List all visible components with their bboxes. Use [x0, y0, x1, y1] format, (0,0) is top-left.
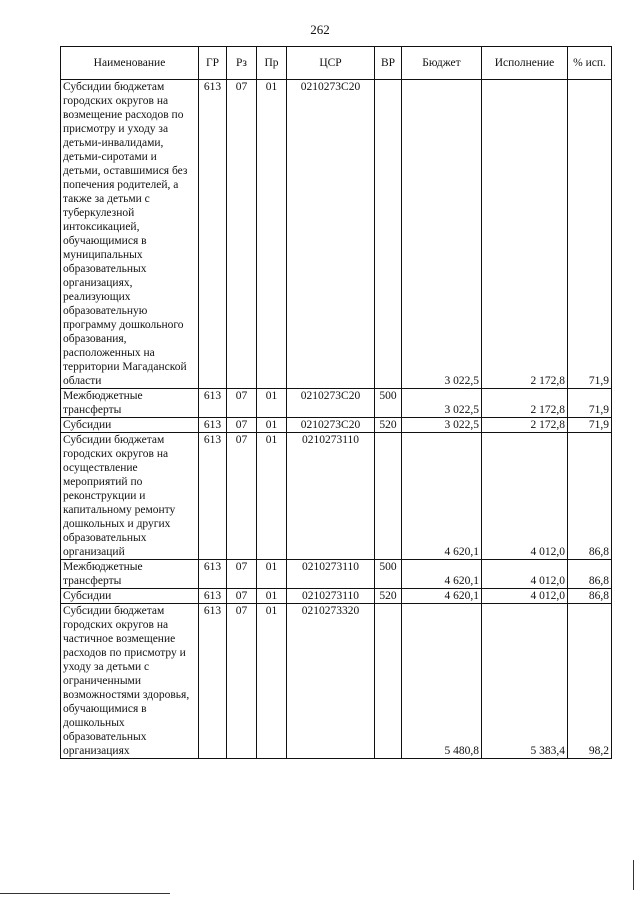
row-csr: 0210273С20 [287, 80, 375, 389]
row-budget: 3 022,5 [402, 389, 482, 418]
row-budget: 3 022,5 [402, 418, 482, 433]
row-rz: 07 [227, 560, 257, 589]
row-execution: 4 012,0 [482, 433, 568, 560]
row-percent: 71,9 [568, 389, 612, 418]
row-name: Субсидии бюджетам городских округов на частичное возмещение расходов по присмотру и уходу за детьми с ограниченными возможностями здоровья, обучающимися в дошкольных образовательных организациях [61, 604, 199, 759]
row-gr: 613 [199, 589, 227, 604]
row-csr: 0210273320 [287, 604, 375, 759]
header-csr: ЦСР [287, 47, 375, 80]
page-number: 262 [310, 22, 330, 37]
row-name: Субсидии [61, 418, 199, 433]
footer-divider [0, 893, 170, 894]
row-execution: 2 172,8 [482, 389, 568, 418]
header-percent: % исп. [568, 47, 612, 80]
row-pr: 01 [257, 389, 287, 418]
row-execution: 4 012,0 [482, 589, 568, 604]
row-csr: 0210273110 [287, 589, 375, 604]
header-execution: Исполнение [482, 47, 568, 80]
table-row [61, 433, 612, 560]
row-csr: 0210273С20 [287, 389, 375, 418]
row-execution: 4 012,0 [482, 560, 568, 589]
row-vr [375, 80, 402, 389]
row-execution: 5 383,4 [482, 604, 568, 759]
row-budget: 4 620,1 [402, 589, 482, 604]
row-percent: 71,9 [568, 80, 612, 389]
header-name: Наименование [61, 47, 199, 80]
table-row [61, 604, 612, 759]
row-rz: 07 [227, 80, 257, 389]
row-pr: 01 [257, 80, 287, 389]
row-budget: 3 022,5 [402, 80, 482, 389]
row-name: Субсидии [61, 589, 199, 604]
row-gr: 613 [199, 80, 227, 389]
row-budget: 4 620,1 [402, 560, 482, 589]
row-percent: 71,9 [568, 418, 612, 433]
row-budget: 4 620,1 [402, 433, 482, 560]
row-csr: 0210273С20 [287, 418, 375, 433]
row-execution: 2 172,8 [482, 418, 568, 433]
row-percent: 86,8 [568, 560, 612, 589]
row-csr: 0210273110 [287, 560, 375, 589]
header-vr: ВР [375, 47, 402, 80]
row-percent: 86,8 [568, 589, 612, 604]
row-rz: 07 [227, 433, 257, 560]
row-csr: 0210273110 [287, 433, 375, 560]
margin-mark [633, 860, 634, 890]
table-row [61, 389, 612, 418]
row-name: Межбюджетные трансферты [61, 389, 199, 418]
row-vr: 500 [375, 560, 402, 589]
row-name: Субсидии бюджетам городских округов на осуществление мероприятий по реконструкции и капитальному ремонту дошкольных и других образовательных организаций [61, 433, 199, 560]
row-vr: 520 [375, 418, 402, 433]
table-row [61, 560, 612, 589]
row-rz: 07 [227, 418, 257, 433]
row-name: Субсидии бюджетам городских округов на возмещение расходов по присмотру и уходу за детьми-инвалидами, детьми-сиротами и детьми, оставшимися без попечения родителей, а также за детьми с туберкулезной интоксикацией, обучающимися в муниципальных образовательных организациях, реализующих образовательную программу дошкольного образования, расположенных на территории Магаданской области [61, 80, 199, 389]
budget-table [60, 46, 612, 759]
row-pr: 01 [257, 560, 287, 589]
table-row [61, 589, 612, 604]
row-budget: 5 480,8 [402, 604, 482, 759]
row-pr: 01 [257, 589, 287, 604]
table-row [61, 80, 612, 389]
row-gr: 613 [199, 433, 227, 560]
header-rz: Рз [227, 47, 257, 80]
header-row [61, 47, 612, 80]
row-rz: 07 [227, 389, 257, 418]
row-execution: 2 172,8 [482, 80, 568, 389]
row-gr: 613 [199, 418, 227, 433]
row-pr: 01 [257, 433, 287, 560]
row-vr: 500 [375, 389, 402, 418]
row-rz: 07 [227, 589, 257, 604]
header-budget: Бюджет [402, 47, 482, 80]
row-gr: 613 [199, 560, 227, 589]
header-pr: Пр [257, 47, 287, 80]
table-row [61, 418, 612, 433]
row-pr: 01 [257, 604, 287, 759]
row-vr: 520 [375, 589, 402, 604]
row-gr: 613 [199, 389, 227, 418]
row-gr: 613 [199, 604, 227, 759]
row-vr [375, 433, 402, 560]
row-name: Межбюджетные трансферты [61, 560, 199, 589]
row-percent: 98,2 [568, 604, 612, 759]
row-vr [375, 604, 402, 759]
header-gr: ГР [199, 47, 227, 80]
row-rz: 07 [227, 604, 257, 759]
row-pr: 01 [257, 418, 287, 433]
row-percent: 86,8 [568, 433, 612, 560]
